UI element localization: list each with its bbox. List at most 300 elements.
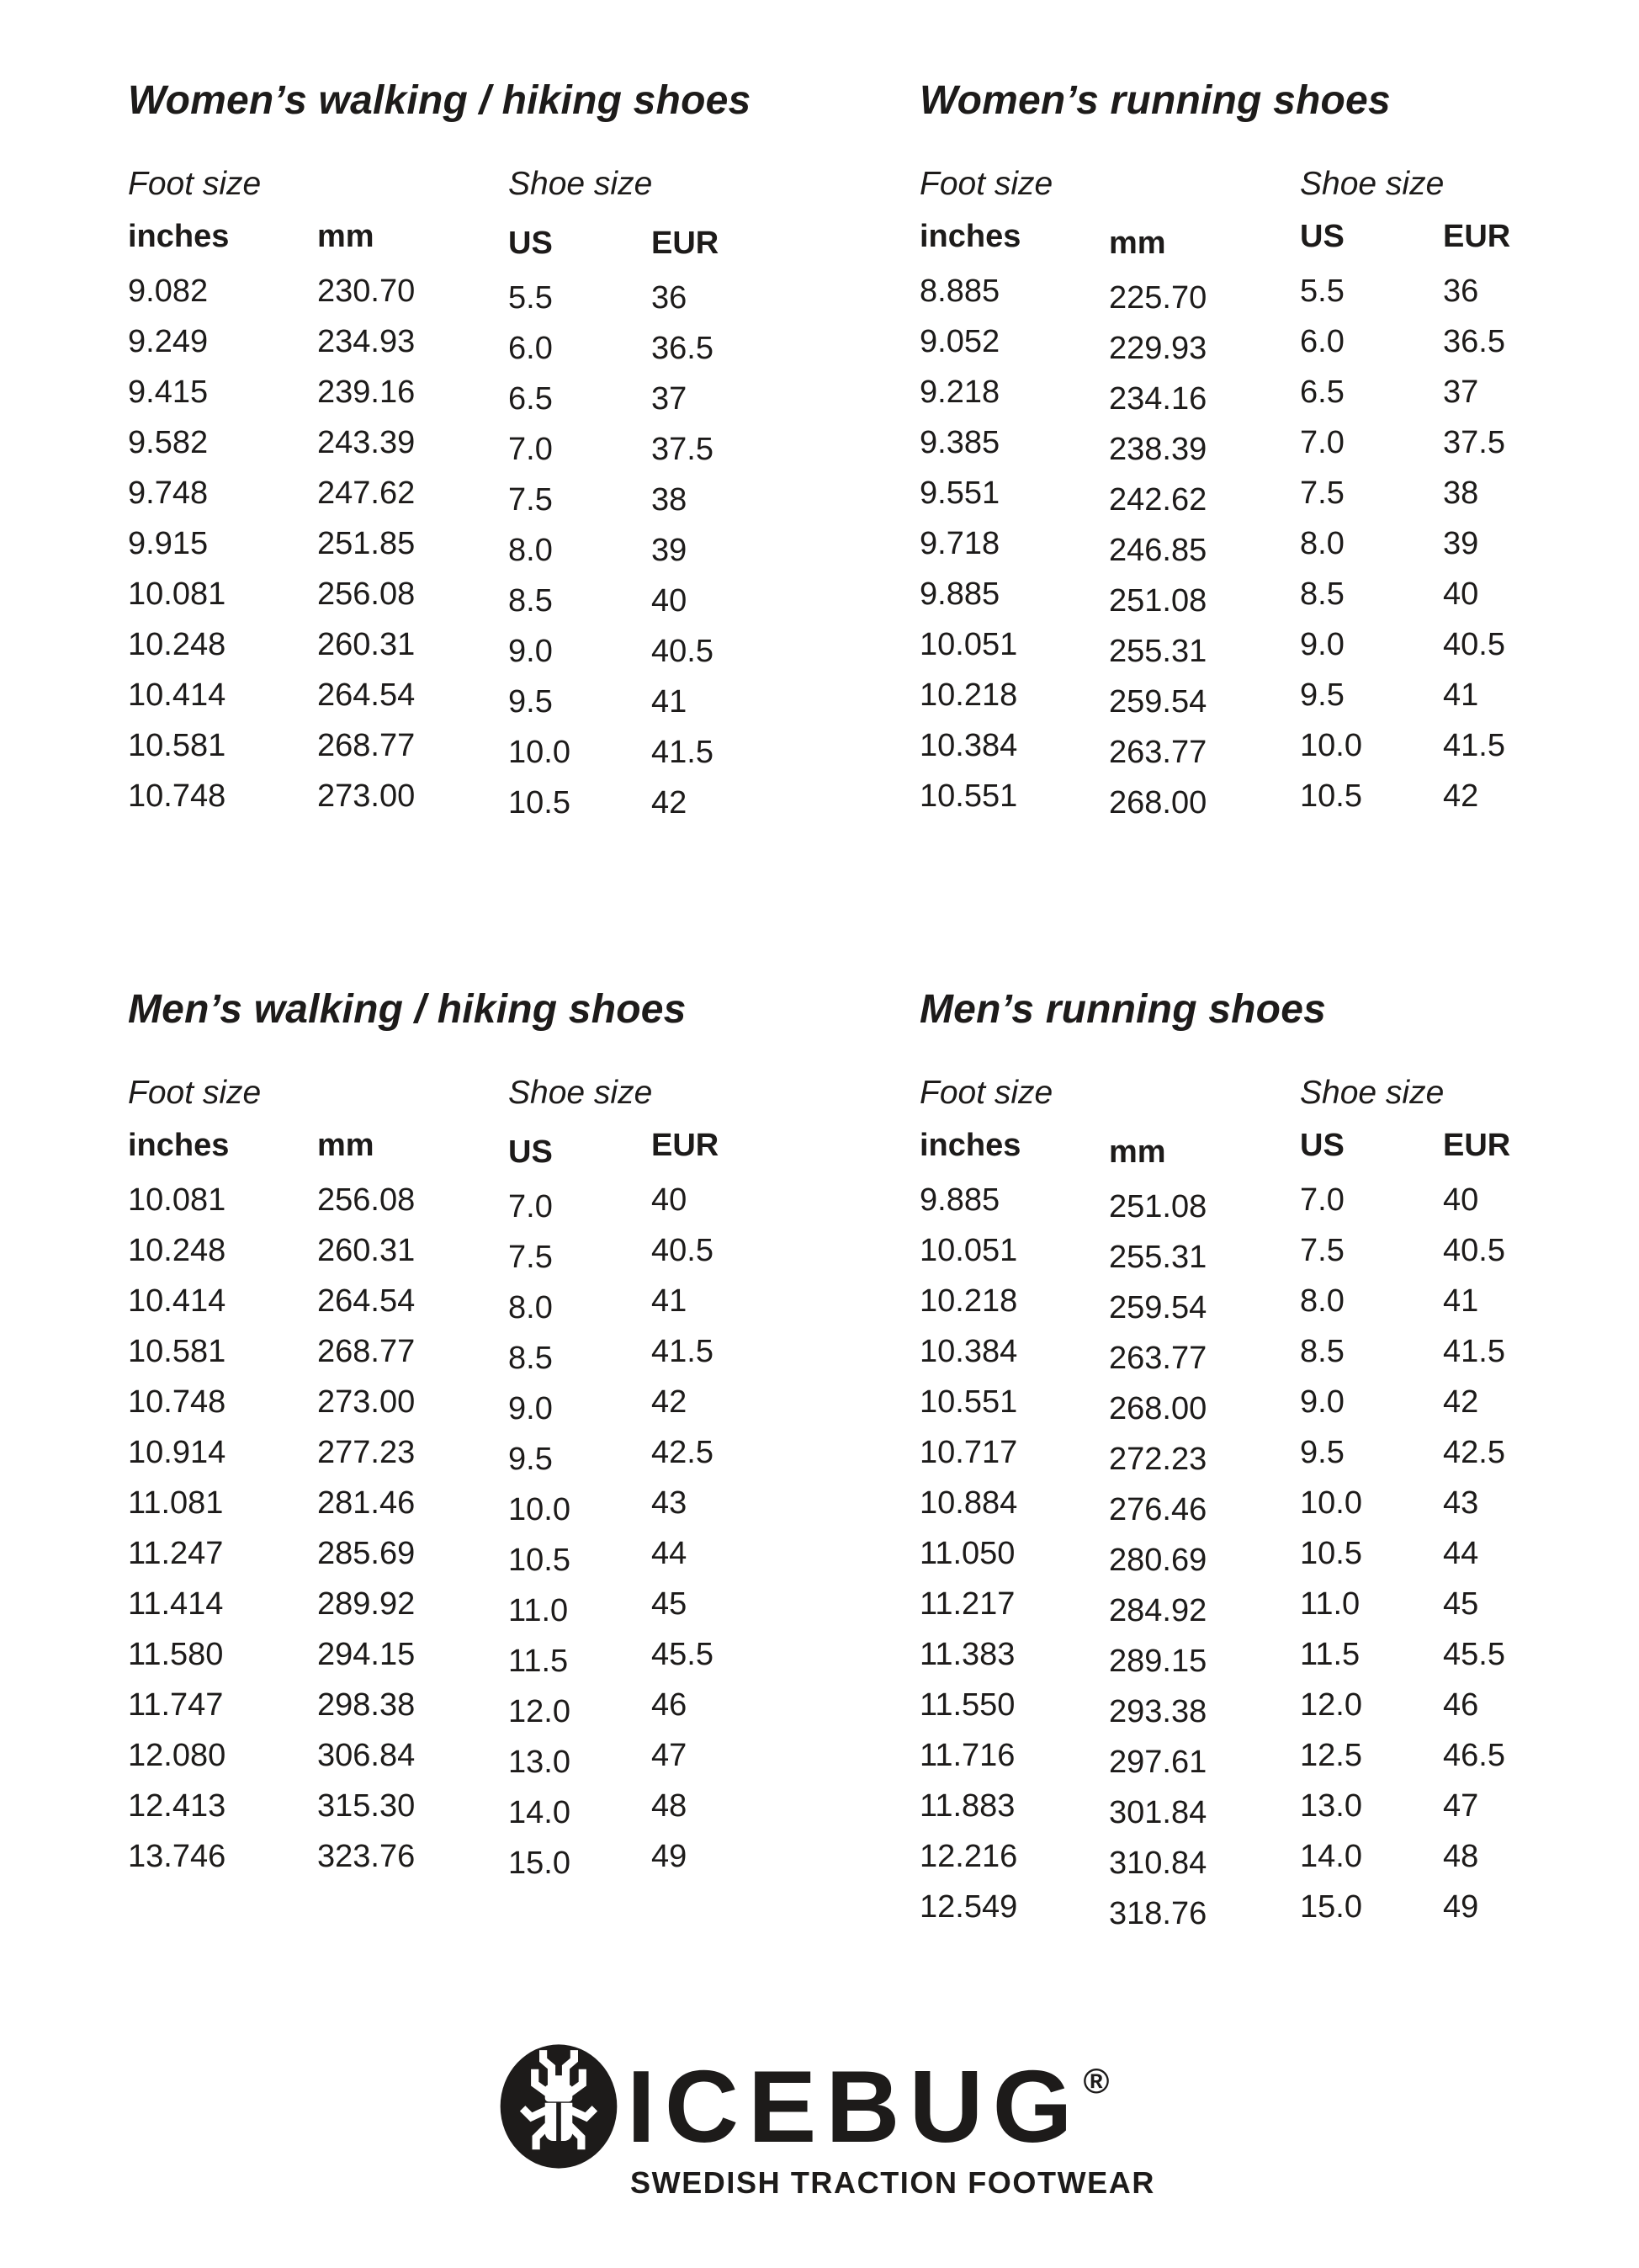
cell-mm: 251.08 (1109, 1189, 1207, 1224)
table-row (920, 1225, 1601, 1276)
cell-inches: 11.050 (920, 1536, 1016, 1571)
cell-inches: 12.216 (920, 1839, 1018, 1874)
cell-us: 6.5 (1300, 374, 1345, 410)
cell-inches: 10.248 (128, 1233, 226, 1268)
col-header-us: US (1300, 1128, 1345, 1163)
cell-inches: 10.717 (920, 1435, 1018, 1470)
cell-inches: 10.384 (920, 1334, 1018, 1369)
table-row (128, 367, 809, 417)
cell-eur: 45 (651, 1586, 687, 1622)
cell-us: 8.5 (1300, 1334, 1345, 1369)
col-header-eur: EUR (1443, 1128, 1511, 1163)
cell-inches: 12.080 (128, 1738, 226, 1773)
cell-us: 10.0 (508, 735, 570, 770)
icebug-logo (499, 2043, 1155, 2198)
foot-size-label: Foot size (920, 1075, 1053, 1111)
table-title: Women’s running shoes (920, 78, 1391, 123)
cell-mm: 243.39 (317, 425, 416, 460)
cell-inches: 10.748 (128, 778, 226, 814)
col-header-us: US (508, 226, 553, 261)
cell-inches: 10.218 (920, 1283, 1018, 1319)
table-row (920, 518, 1601, 569)
cell-eur: 40.5 (1443, 627, 1505, 662)
table-row (128, 518, 809, 569)
cell-us: 10.5 (1300, 778, 1362, 814)
col-header-inches: inches (920, 219, 1021, 254)
cell-eur: 37 (1443, 374, 1479, 410)
foot-size-label: Foot size (128, 166, 262, 202)
cell-eur: 40 (1443, 1182, 1479, 1218)
cell-eur: 45.5 (651, 1637, 713, 1672)
cell-us: 11.0 (1300, 1586, 1361, 1622)
cell-inches: 9.718 (920, 526, 1000, 561)
cell-us: 7.0 (508, 1189, 553, 1224)
cell-us: 9.5 (508, 684, 553, 720)
cell-inches: 10.748 (128, 1384, 226, 1420)
brand-tagline: SWEDISH TRACTION FOOTWEAR (630, 2165, 1155, 2200)
table-row (128, 1579, 809, 1629)
cell-mm: 263.77 (1109, 1341, 1207, 1376)
col-header-eur: EUR (1443, 219, 1511, 254)
table-row (920, 468, 1601, 518)
cell-us: 6.0 (1300, 324, 1345, 359)
cell-us: 9.0 (508, 634, 553, 669)
cell-mm: 284.92 (1109, 1593, 1207, 1628)
column-header-row (128, 1119, 809, 1171)
cell-inches: 11.716 (920, 1738, 1016, 1773)
col-header-inches: inches (128, 219, 230, 254)
cell-inches: 10.884 (920, 1485, 1018, 1521)
cell-mm: 315.30 (317, 1788, 416, 1824)
cell-inches: 11.747 (128, 1687, 224, 1723)
table-row (920, 1175, 1601, 1225)
cell-eur: 42.5 (651, 1435, 713, 1470)
group-label-row (128, 158, 809, 210)
table-row (128, 720, 809, 771)
cell-eur: 40 (1443, 576, 1479, 612)
table-row (920, 1528, 1601, 1579)
logo-text-block (627, 2049, 1155, 2200)
cell-eur: 49 (651, 1839, 687, 1874)
cell-inches: 9.885 (920, 1182, 1000, 1218)
cell-eur: 36.5 (651, 331, 713, 366)
cell-inches: 9.748 (128, 475, 209, 511)
cell-us: 13.0 (1300, 1788, 1362, 1824)
cell-eur: 41 (651, 1283, 687, 1319)
cell-us: 8.5 (508, 1341, 553, 1376)
cell-eur: 49 (1443, 1889, 1479, 1925)
table-row (920, 1730, 1601, 1781)
cell-eur: 40.5 (651, 1233, 713, 1268)
table-row (128, 1528, 809, 1579)
cell-eur: 41.5 (1443, 728, 1505, 763)
cell-eur: 41.5 (651, 1334, 713, 1369)
table-row (128, 771, 809, 821)
cell-us: 12.5 (1300, 1738, 1362, 1773)
cell-eur: 43 (1443, 1485, 1479, 1521)
cell-mm: 310.84 (1109, 1846, 1207, 1881)
table-row (920, 1882, 1601, 1932)
cell-us: 10.0 (1300, 728, 1362, 763)
col-header-inches: inches (128, 1128, 230, 1163)
cell-mm: 298.38 (317, 1687, 416, 1723)
cell-mm: 247.62 (317, 475, 416, 511)
table-row (128, 1225, 809, 1276)
table-row (920, 1781, 1601, 1831)
col-header-us: US (1300, 219, 1345, 254)
cell-inches: 9.249 (128, 324, 209, 359)
cell-us: 9.5 (1300, 1435, 1345, 1470)
cell-mm: 259.54 (1109, 684, 1207, 720)
foot-size-label: Foot size (920, 166, 1053, 202)
brand-wordmark: ICEBUG (627, 2049, 1082, 2164)
table-row (128, 468, 809, 518)
cell-eur: 36 (651, 280, 687, 316)
col-header-mm: mm (317, 1128, 374, 1163)
cell-mm: 260.31 (317, 1233, 416, 1268)
cell-eur: 46 (1443, 1687, 1479, 1723)
table-row (128, 1680, 809, 1730)
cell-eur: 45 (1443, 1586, 1479, 1622)
cell-us: 7.5 (1300, 475, 1345, 511)
cell-inches: 10.551 (920, 778, 1018, 814)
cell-us: 5.5 (508, 280, 553, 316)
cell-inches: 11.247 (128, 1536, 224, 1571)
cell-inches: 13.746 (128, 1839, 226, 1874)
registered-trademark-icon: ® (1083, 2061, 1110, 2101)
cell-eur: 43 (651, 1485, 687, 1521)
cell-us: 9.0 (508, 1391, 553, 1426)
cell-inches: 11.883 (920, 1788, 1016, 1824)
cell-mm: 280.69 (1109, 1543, 1207, 1578)
cell-mm: 264.54 (317, 1283, 416, 1319)
cell-inches: 9.218 (920, 374, 1000, 410)
table-row (920, 1276, 1601, 1326)
cell-us: 13.0 (508, 1745, 570, 1780)
cell-us: 9.5 (508, 1442, 553, 1477)
bug-icon (499, 2043, 618, 2170)
table-row (128, 1478, 809, 1528)
table-row (128, 619, 809, 670)
cell-inches: 10.581 (128, 728, 226, 763)
cell-inches: 9.385 (920, 425, 1000, 460)
cell-mm: 323.76 (317, 1839, 416, 1874)
table-title: Men’s running shoes (920, 987, 1326, 1032)
cell-mm: 273.00 (317, 1384, 416, 1420)
table-row (128, 1427, 809, 1478)
cell-eur: 41 (1443, 1283, 1479, 1319)
table-row (128, 316, 809, 367)
cell-us: 9.0 (1300, 1384, 1345, 1420)
col-header-eur: EUR (651, 226, 719, 261)
col-header-mm: mm (1109, 1134, 1166, 1170)
cell-mm: 268.77 (317, 728, 416, 763)
cell-eur: 37.5 (651, 432, 713, 467)
table-row (920, 1831, 1601, 1882)
cell-eur: 46 (651, 1687, 687, 1723)
cell-eur: 46.5 (1443, 1738, 1505, 1773)
cell-eur: 42 (1443, 778, 1479, 814)
col-header-eur: EUR (651, 1128, 719, 1163)
cell-mm: 263.77 (1109, 735, 1207, 770)
cell-mm: 289.92 (317, 1586, 416, 1622)
cell-eur: 48 (1443, 1839, 1479, 1874)
cell-eur: 48 (651, 1788, 687, 1824)
table-row (128, 1629, 809, 1680)
table-row (920, 1478, 1601, 1528)
cell-inches: 10.081 (128, 576, 226, 612)
table-row (920, 619, 1601, 670)
cell-mm: 294.15 (317, 1637, 416, 1672)
cell-mm: 230.70 (317, 274, 416, 309)
cell-mm: 268.00 (1109, 1391, 1207, 1426)
col-header-mm: mm (1109, 226, 1166, 261)
cell-us: 12.0 (1300, 1687, 1362, 1723)
cell-mm: 268.00 (1109, 785, 1207, 821)
cell-mm: 268.77 (317, 1334, 416, 1369)
cell-inches: 10.051 (920, 1233, 1018, 1268)
cell-inches: 9.915 (128, 526, 209, 561)
cell-us: 7.0 (508, 432, 553, 467)
group-label-row (128, 1067, 809, 1119)
cell-eur: 36 (1443, 274, 1479, 309)
cell-mm: 251.85 (317, 526, 416, 561)
cell-us: 7.5 (1300, 1233, 1345, 1268)
shoe-size-label: Shoe size (1300, 166, 1445, 202)
cell-eur: 39 (1443, 526, 1479, 561)
cell-us: 11.0 (508, 1593, 569, 1628)
table-row (128, 266, 809, 316)
cell-eur: 40.5 (651, 634, 713, 669)
cell-inches: 10.218 (920, 677, 1018, 713)
table-row (128, 1377, 809, 1427)
group-label-row (920, 158, 1601, 210)
table-row (920, 367, 1601, 417)
table-row (920, 720, 1601, 771)
cell-mm: 225.70 (1109, 280, 1207, 316)
table-row (128, 1326, 809, 1377)
cell-us: 10.5 (1300, 1536, 1362, 1571)
col-header-inches: inches (920, 1128, 1021, 1163)
cell-inches: 12.549 (920, 1889, 1018, 1925)
cell-eur: 45.5 (1443, 1637, 1505, 1672)
cell-eur: 42.5 (1443, 1435, 1505, 1470)
cell-mm: 264.54 (317, 677, 416, 713)
cell-mm: 251.08 (1109, 583, 1207, 619)
cell-mm: 297.61 (1109, 1745, 1207, 1780)
cell-eur: 42 (651, 785, 687, 821)
cell-mm: 246.85 (1109, 533, 1207, 568)
cell-mm: 272.23 (1109, 1442, 1207, 1477)
col-header-us: US (508, 1134, 553, 1170)
table-row (920, 417, 1601, 468)
cell-mm: 260.31 (317, 627, 416, 662)
cell-eur: 44 (1443, 1536, 1479, 1571)
table-rows (920, 266, 1601, 821)
cell-inches: 9.551 (920, 475, 1000, 511)
cell-mm: 273.00 (317, 778, 416, 814)
cell-eur: 38 (1443, 475, 1479, 511)
cell-us: 9.0 (1300, 627, 1345, 662)
cell-inches: 11.414 (128, 1586, 224, 1622)
cell-inches: 11.550 (920, 1687, 1016, 1723)
table-row (128, 1175, 809, 1225)
cell-us: 10.0 (1300, 1485, 1362, 1521)
cell-us: 8.0 (1300, 1283, 1345, 1319)
column-header-row (920, 210, 1601, 263)
table-row (128, 569, 809, 619)
cell-us: 10.5 (508, 785, 570, 821)
cell-eur: 39 (651, 533, 687, 568)
cell-eur: 41 (1443, 677, 1479, 713)
table-row (920, 1377, 1601, 1427)
table-row (920, 1326, 1601, 1377)
table-row (128, 1781, 809, 1831)
cell-mm: 256.08 (317, 1182, 416, 1218)
cell-us: 11.5 (1300, 1637, 1361, 1672)
cell-eur: 41 (651, 684, 687, 720)
cell-us: 6.0 (508, 331, 553, 366)
cell-mm: 255.31 (1109, 634, 1207, 669)
table-title: Men’s walking / hiking shoes (128, 987, 687, 1032)
table-row (128, 1730, 809, 1781)
table-rows (128, 266, 809, 821)
cell-mm: 293.38 (1109, 1694, 1207, 1729)
cell-mm: 255.31 (1109, 1240, 1207, 1275)
cell-eur: 41.5 (651, 735, 713, 770)
cell-inches: 9.082 (128, 274, 209, 309)
cell-eur: 38 (651, 482, 687, 518)
table-row (920, 1579, 1601, 1629)
cell-mm: 285.69 (317, 1536, 416, 1571)
cell-us: 6.5 (508, 381, 553, 417)
cell-us: 7.5 (508, 482, 553, 518)
cell-us: 8.0 (508, 533, 553, 568)
cell-inches: 9.415 (128, 374, 209, 410)
cell-inches: 9.052 (920, 324, 1000, 359)
cell-mm: 276.46 (1109, 1492, 1207, 1527)
column-header-row (128, 210, 809, 263)
cell-mm: 277.23 (317, 1435, 416, 1470)
shoe-size-label: Shoe size (508, 166, 653, 202)
cell-inches: 11.081 (128, 1485, 224, 1521)
table-rows (128, 1175, 809, 1882)
cell-eur: 41.5 (1443, 1334, 1505, 1369)
cell-inches: 11.383 (920, 1637, 1016, 1672)
cell-mm: 259.54 (1109, 1290, 1207, 1325)
cell-mm: 289.15 (1109, 1644, 1207, 1679)
table-row (920, 569, 1601, 619)
table-row (920, 266, 1601, 316)
cell-mm: 306.84 (317, 1738, 416, 1773)
cell-mm: 301.84 (1109, 1795, 1207, 1830)
cell-inches: 10.248 (128, 627, 226, 662)
table-row (128, 417, 809, 468)
cell-inches: 10.914 (128, 1435, 226, 1470)
cell-mm: 238.39 (1109, 432, 1207, 467)
cell-inches: 8.885 (920, 274, 1000, 309)
cell-eur: 37.5 (1443, 425, 1505, 460)
cell-inches: 10.051 (920, 627, 1018, 662)
cell-us: 7.0 (1300, 1182, 1345, 1218)
table-row (128, 1831, 809, 1882)
cell-mm: 318.76 (1109, 1896, 1207, 1931)
cell-eur: 37 (651, 381, 687, 417)
cell-us: 10.5 (508, 1543, 570, 1578)
cell-us: 15.0 (1300, 1889, 1362, 1925)
cell-inches: 12.413 (128, 1788, 226, 1824)
column-header-row (920, 1119, 1601, 1171)
table-row (920, 1680, 1601, 1730)
cell-us: 8.0 (508, 1290, 553, 1325)
table-row (920, 771, 1601, 821)
col-header-mm: mm (317, 219, 374, 254)
cell-eur: 40.5 (1443, 1233, 1505, 1268)
cell-us: 5.5 (1300, 274, 1345, 309)
cell-us: 7.0 (1300, 425, 1345, 460)
cell-us: 14.0 (508, 1795, 570, 1830)
cell-inches: 10.384 (920, 728, 1018, 763)
cell-inches: 10.414 (128, 677, 226, 713)
table-row (128, 670, 809, 720)
table-row (128, 1276, 809, 1326)
cell-us: 14.0 (1300, 1839, 1362, 1874)
table-row (920, 316, 1601, 367)
cell-us: 9.5 (1300, 677, 1345, 713)
table-title: Women’s walking / hiking shoes (128, 78, 751, 123)
table-row (920, 1427, 1601, 1478)
cell-inches: 9.885 (920, 576, 1000, 612)
cell-us: 11.5 (508, 1644, 569, 1679)
table-rows (920, 1175, 1601, 1932)
cell-eur: 42 (651, 1384, 687, 1420)
cell-us: 7.5 (508, 1240, 553, 1275)
cell-inches: 9.582 (128, 425, 209, 460)
cell-eur: 47 (1443, 1788, 1479, 1824)
shoe-size-label: Shoe size (1300, 1075, 1445, 1111)
foot-size-label: Foot size (128, 1075, 262, 1111)
cell-mm: 234.93 (317, 324, 416, 359)
cell-mm: 239.16 (317, 374, 416, 410)
table-row (920, 1629, 1601, 1680)
cell-mm: 229.93 (1109, 331, 1207, 366)
cell-us: 8.5 (1300, 576, 1345, 612)
cell-us: 12.0 (508, 1694, 570, 1729)
cell-inches: 10.551 (920, 1384, 1018, 1420)
cell-eur: 40 (651, 1182, 687, 1218)
shoe-size-label: Shoe size (508, 1075, 653, 1111)
cell-us: 8.5 (508, 583, 553, 619)
table-row (920, 670, 1601, 720)
cell-mm: 242.62 (1109, 482, 1207, 518)
cell-eur: 36.5 (1443, 324, 1505, 359)
group-label-row (920, 1067, 1601, 1119)
cell-us: 10.0 (508, 1492, 570, 1527)
cell-inches: 11.217 (920, 1586, 1016, 1622)
cell-mm: 234.16 (1109, 381, 1207, 417)
cell-mm: 281.46 (317, 1485, 416, 1521)
cell-eur: 40 (651, 583, 687, 619)
cell-mm: 256.08 (317, 576, 416, 612)
cell-inches: 10.581 (128, 1334, 226, 1369)
cell-eur: 44 (651, 1536, 687, 1571)
cell-us: 8.0 (1300, 526, 1345, 561)
cell-us: 15.0 (508, 1846, 570, 1881)
cell-eur: 42 (1443, 1384, 1479, 1420)
cell-eur: 47 (651, 1738, 687, 1773)
cell-inches: 10.414 (128, 1283, 226, 1319)
cell-inches: 10.081 (128, 1182, 226, 1218)
